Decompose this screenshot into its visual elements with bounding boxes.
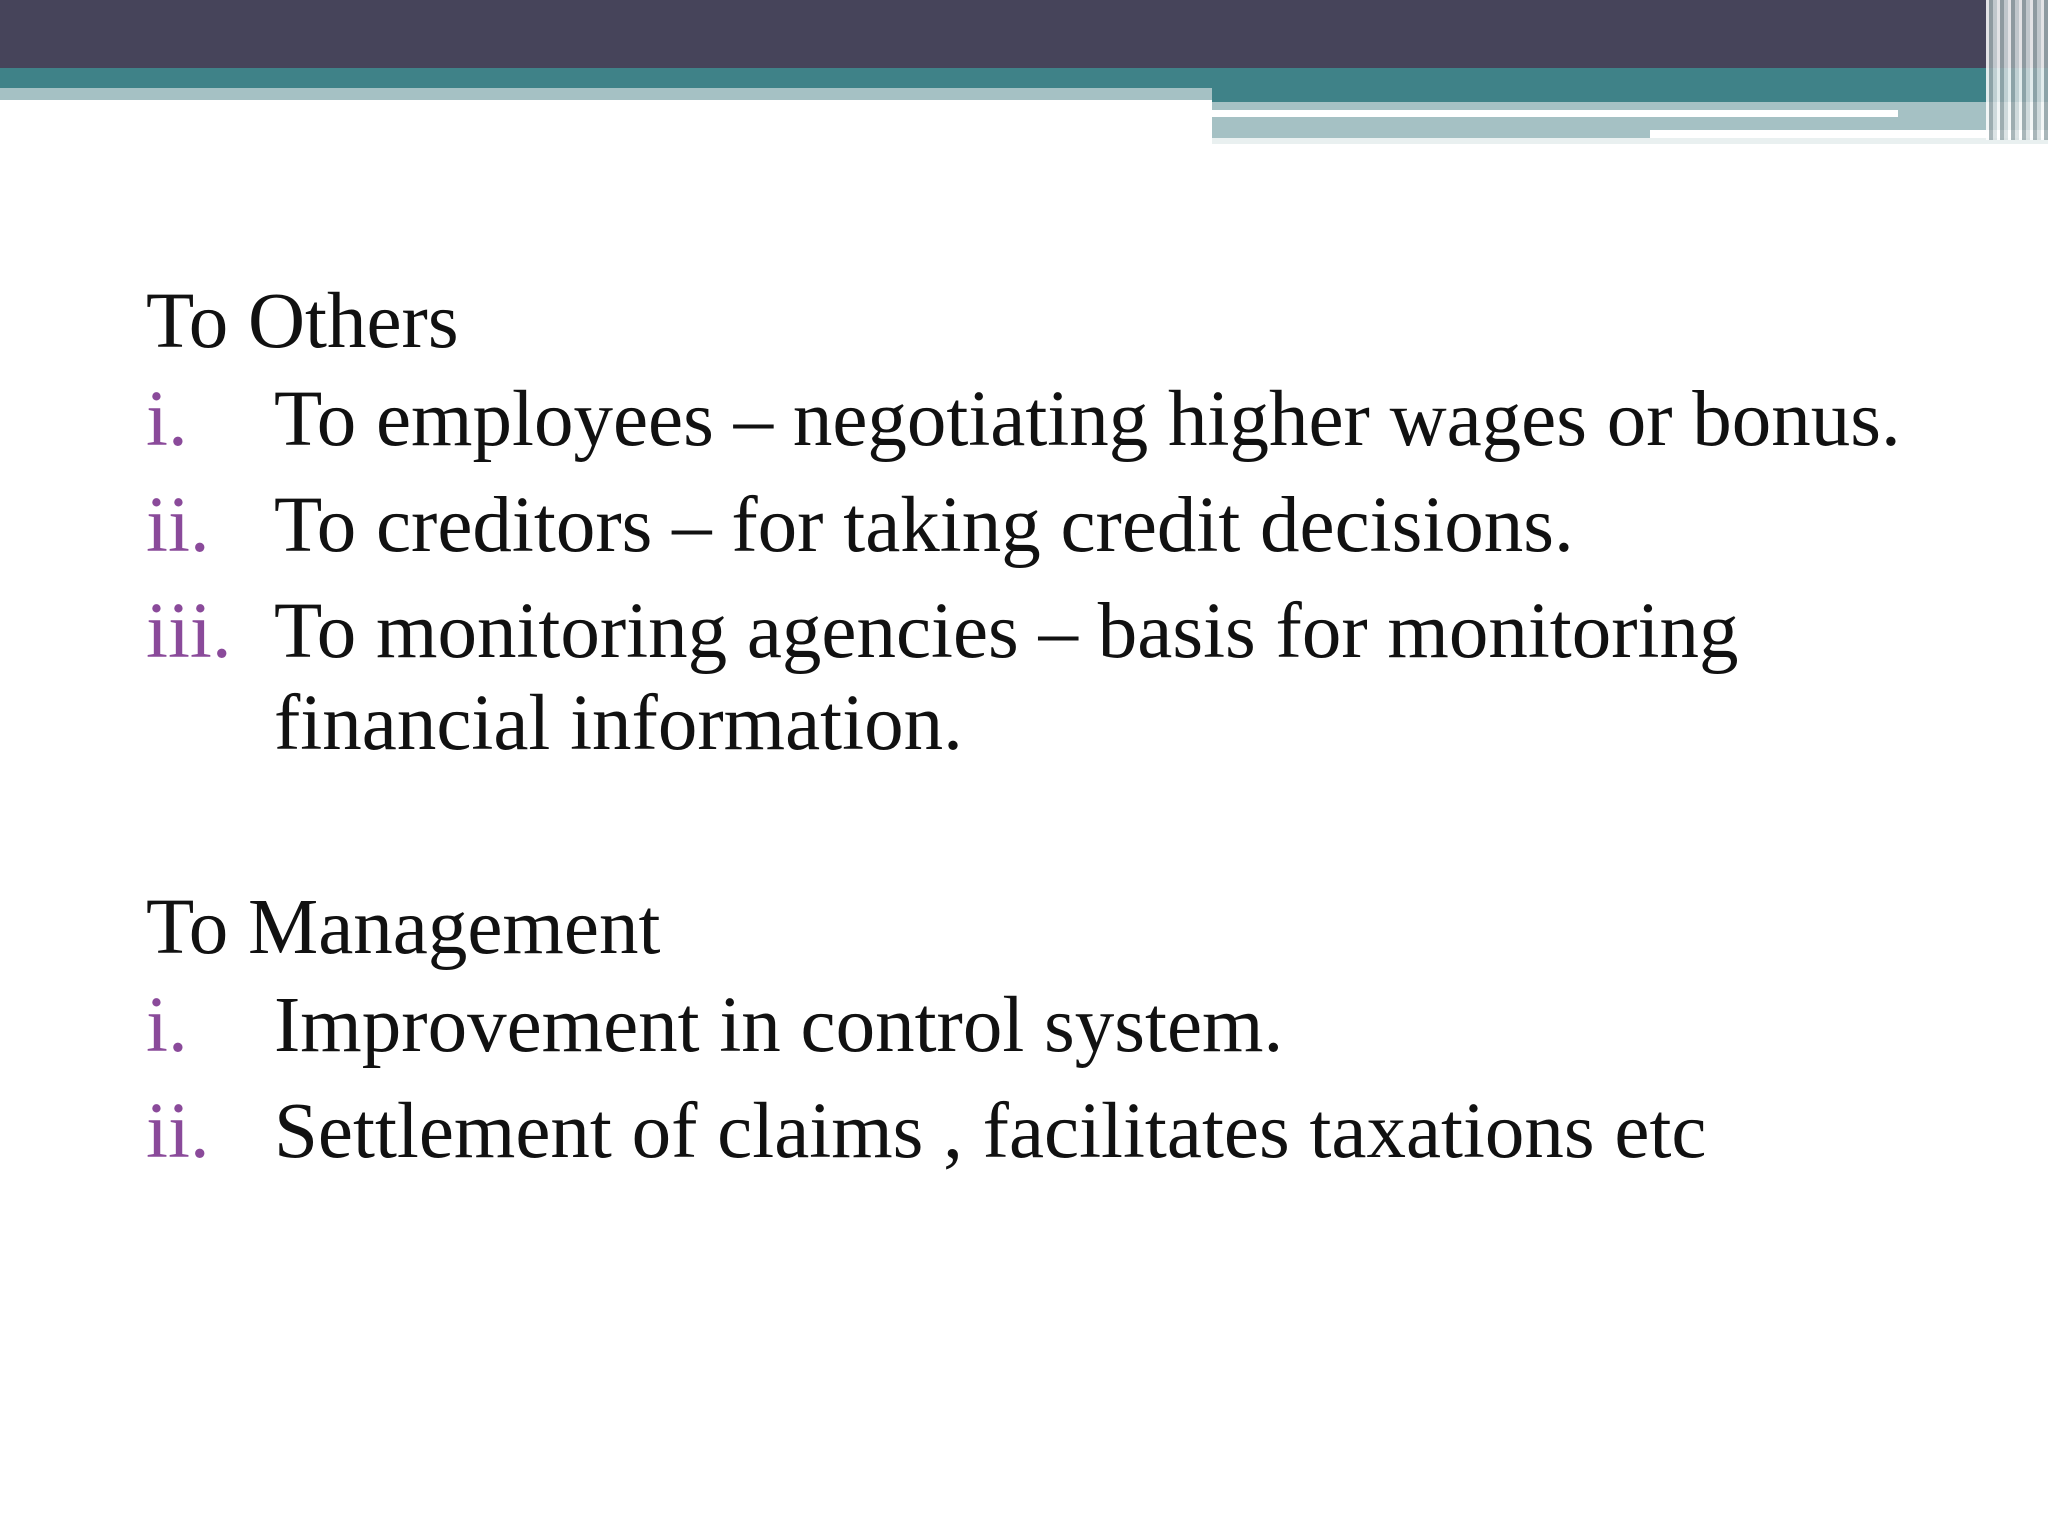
section-spacer — [146, 784, 1966, 876]
section-heading-others: To Others — [146, 278, 459, 365]
list-numeral: i. — [146, 376, 188, 463]
header-band-teal-right — [1212, 68, 2048, 102]
list-item — [146, 480, 1966, 572]
header-band-dark — [0, 0, 2048, 68]
list-numeral: i. — [146, 982, 188, 1069]
list-numeral: ii. — [146, 482, 210, 569]
list-item-text: To employees – negotiating higher wages or bonus. — [274, 376, 1901, 463]
list-management — [146, 980, 1966, 1178]
header-fade — [1212, 138, 2048, 144]
list-item — [146, 586, 1966, 770]
header-edge-stripes — [1986, 0, 2048, 140]
list-item-text: Improvement in control system. — [274, 982, 1284, 1069]
list-item — [146, 980, 1966, 1072]
list-item-text: To creditors – for taking credit decisions. — [274, 482, 1574, 569]
list-item-text: Settlement of claims , facilitates taxations etc — [274, 1088, 1707, 1175]
header-band-teal-left — [0, 68, 1212, 88]
list-numeral: iii. — [146, 588, 232, 675]
list-item — [146, 1086, 1966, 1178]
list-others — [146, 374, 1966, 770]
list-numeral: ii. — [146, 1088, 210, 1175]
list-item-text: To monitoring agencies – basis for monitoring financial information. — [274, 588, 1739, 767]
section-heading-management: To Management — [146, 884, 661, 971]
slide-body — [146, 270, 1966, 1192]
header-band-light-left — [0, 88, 1212, 100]
list-item — [146, 374, 1966, 466]
header-accent-line — [1212, 110, 1898, 117]
